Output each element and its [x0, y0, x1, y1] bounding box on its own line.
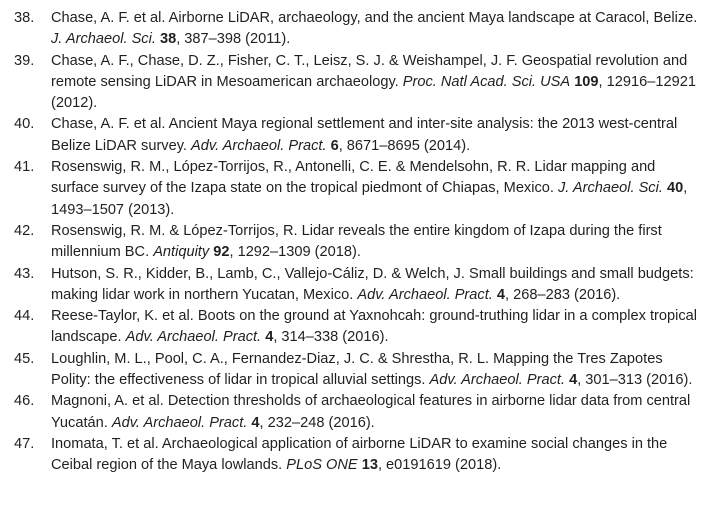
reference-number: 47.	[14, 435, 35, 452]
reference-item	[14, 221, 704, 264]
reference-number: 40.	[14, 116, 35, 133]
reference-title: Boots on the ground at Yaxnohcah: ground-truthing lidar in a complex tropical landscape.	[51, 308, 698, 346]
reference-volume: 4	[251, 414, 260, 431]
reference-journal: J. Archaeol. Sci.	[558, 180, 663, 197]
reference-title: Archaeological application of airborne LiDAR to examine social changes in the Ceibal region of the Maya lowlands.	[51, 435, 668, 474]
reference-volume: 40	[666, 180, 684, 197]
reference-pages-year: , 387–398 (2011).	[176, 31, 291, 48]
reference-text	[51, 264, 704, 307]
reference-item	[14, 51, 704, 115]
reference-text	[51, 51, 704, 115]
reference-volume: 4	[569, 372, 578, 389]
reference-volume: 92	[213, 244, 230, 261]
reference-number: 43.	[14, 265, 35, 282]
reference-text	[51, 8, 704, 51]
reference-title: Mapping the Tres Zapotes Polity: the effectiveness of lidar in tropical alluvial settings.	[51, 350, 663, 389]
reference-number: 42.	[14, 222, 35, 239]
reference-pages-year: , 232–248 (2016).	[259, 414, 375, 431]
reference-pages-year: , 1493–1507 (2013).	[51, 180, 688, 218]
reference-journal: Adv. Archaeol. Pract.	[191, 137, 327, 154]
reference-number: 38.	[14, 10, 35, 26]
reference-authors: Rosenswig, R. M., López-Torrijos, R., Antonelli, C. E. & Mendelsohn, R. R.	[51, 159, 535, 176]
reference-authors: Inomata, T. et al.	[51, 435, 162, 452]
reference-volume: 109	[574, 73, 599, 90]
reference-number: 41.	[14, 159, 35, 176]
reference-item	[14, 391, 704, 434]
reference-volume: 38	[159, 31, 177, 48]
reference-journal: Adv. Archaeol. Pract.	[111, 414, 248, 431]
reference-number: 46.	[14, 393, 35, 410]
reference-authors: Chase, A. F. et al.	[51, 10, 169, 26]
reference-pages-year: , 314–338 (2016).	[273, 329, 389, 346]
reference-pages-year: , 1292–1309 (2018).	[229, 244, 361, 261]
reference-pages-year: , 301–313 (2016).	[577, 372, 693, 389]
reference-title: Small buildings and small budgets: making lidar work in northern Yucatan, Mexico.	[51, 265, 694, 303]
reference-number: 44.	[14, 308, 35, 325]
reference-journal: Adv. Archaeol. Pract.	[125, 329, 262, 346]
reference-title: Ancient Maya regional settlement and inter-site analysis: the 2013 west-central Belize LiDAR survey.	[51, 116, 678, 154]
reference-authors: Reese-Taylor, K. et al.	[51, 308, 198, 325]
reference-pages-year: , e0191619 (2018).	[377, 457, 502, 474]
reference-title: Detection thresholds of archaeological features in airborne lidar data from central Yucatán.	[51, 393, 691, 431]
reference-journal: Adv. Archaeol. Pract.	[357, 286, 493, 303]
reference-volume: 13	[361, 457, 378, 474]
reference-journal: Adv. Archaeol. Pract.	[429, 372, 566, 389]
reference-authors: Rosenswig, R. M. & López-Torrijos, R.	[51, 222, 302, 239]
reference-pages-year: , 268–283 (2016).	[505, 286, 621, 303]
reference-journal: PLoS ONE	[286, 457, 358, 474]
reference-authors: Hutson, S. R., Kidder, B., Lamb, C., Vallejo-Cáliz, D. & Welch, J.	[51, 265, 469, 282]
reference-text	[51, 349, 704, 392]
reference-text	[51, 157, 704, 221]
reference-authors: Chase, A. F. et al.	[51, 116, 169, 133]
reference-text	[51, 434, 704, 477]
reference-authors: Chase, A. F., Chase, D. Z., Fisher, C. T., Leisz, S. J. & Weishampel, J. F.	[51, 52, 522, 69]
reference-volume: 4	[496, 286, 506, 303]
reference-pages-year: , 12916–12921 (2012).	[51, 73, 696, 112]
reference-item	[14, 264, 704, 307]
reference-journal: J. Archaeol. Sci.	[51, 31, 156, 48]
reference-authors: Magnoni, A. et al.	[51, 393, 168, 410]
reference-item	[14, 157, 704, 221]
reference-pages-year: , 8671–8695 (2014).	[338, 137, 471, 154]
reference-item	[14, 114, 704, 157]
reference-volume: 4	[265, 329, 274, 346]
reference-text	[51, 221, 704, 264]
reference-number: 39.	[14, 52, 35, 69]
reference-title: Lidar mapping and surface survey of the Izapa state on the tropical piedmont of Chiapas, Mexico.	[51, 159, 656, 197]
reference-title: Airborne LiDAR, archaeology, and the ancient Maya landscape at Caracol, Belize.	[168, 10, 698, 26]
reference-journal: Antiquity	[153, 244, 210, 261]
reference-journal: Proc. Natl Acad. Sci. USA	[402, 73, 571, 90]
reference-item	[14, 349, 704, 392]
reference-volume: 6	[330, 137, 339, 154]
reference-number: 45.	[14, 350, 35, 367]
reference-text	[51, 391, 704, 434]
reference-item	[14, 434, 704, 477]
reference-item	[14, 306, 704, 349]
reference-title: Lidar reveals the entire kingdom of Izapa during the first millennium BC.	[51, 222, 662, 261]
reference-text	[51, 306, 704, 349]
reference-title: Geospatial revolution and remote sensing LiDAR in Mesoamerican archaeology.	[51, 52, 688, 90]
reference-item	[14, 8, 704, 51]
reference-text	[51, 114, 704, 157]
reference-list	[14, 8, 704, 477]
reference-authors: Loughlin, M. L., Pool, C. A., Fernandez-Diaz, J. C. & Shrestha, R. L.	[51, 350, 494, 367]
